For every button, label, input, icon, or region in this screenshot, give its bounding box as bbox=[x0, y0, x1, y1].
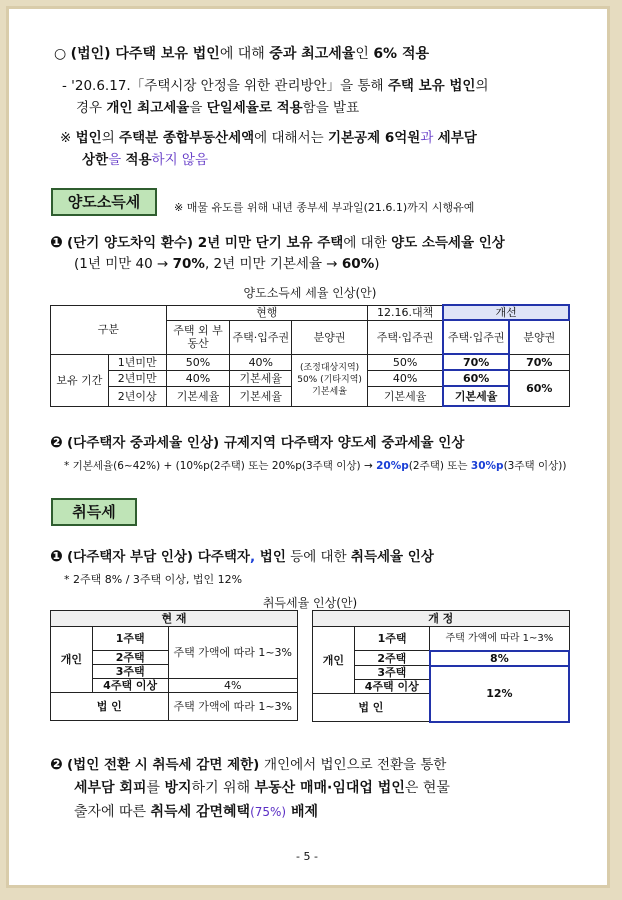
house-cell: 기본세율 bbox=[230, 386, 292, 406]
sec2-item2-f: 하기 위해 bbox=[191, 780, 255, 796]
new-house-cell: 70% bbox=[443, 354, 509, 370]
th-gubun: 구분 bbox=[51, 305, 167, 354]
note-mark: ※ bbox=[60, 130, 72, 146]
th-house-etc: 주택 외 부동산 bbox=[166, 320, 230, 354]
sec2-item1-a: (다주택자 부담 인상) 다주택자 bbox=[67, 549, 250, 565]
intro-dash-line2 bbox=[76, 98, 359, 119]
rate-4: 4% bbox=[168, 679, 298, 693]
table2-caption: 취득세율 인상(안) bbox=[262, 596, 358, 610]
reform-rate-1: 주택 가액에 따라 1~3% bbox=[430, 627, 569, 651]
th-current: 현행 bbox=[166, 305, 367, 320]
house-cell: 40% bbox=[230, 354, 292, 370]
dash2-b: 개인 최고세율 bbox=[106, 100, 190, 116]
sec1-item2-note bbox=[64, 458, 566, 473]
t1216-cell: 40% bbox=[367, 370, 443, 386]
sec2-item1 bbox=[50, 546, 434, 568]
note1-b: 의 bbox=[101, 130, 120, 146]
note2-c: 적용 bbox=[125, 152, 152, 168]
period-cell: 1년미만 bbox=[108, 354, 166, 370]
dash2-a: 경우 bbox=[76, 100, 107, 116]
dash2-d: 단일세율로 적용 bbox=[206, 100, 303, 116]
label-3house: 3주택 bbox=[92, 665, 168, 679]
sec1-item2 bbox=[50, 432, 464, 454]
sec2-item2-e: 방지 bbox=[164, 780, 192, 796]
number-2-icon: ❷ bbox=[50, 755, 63, 773]
sec2-item1-note: * 2주택 8% / 3주택 이상, 법인 12% bbox=[64, 573, 243, 586]
house-cell: 기본세율 bbox=[230, 370, 292, 386]
label-corp: 법 인 bbox=[51, 693, 169, 721]
th-house: 주택·입주권 bbox=[230, 320, 292, 354]
note1-a: 법인 bbox=[75, 130, 102, 146]
th-presale: 분양권 bbox=[292, 320, 368, 354]
sec2-item2-i: 출자에 따른 bbox=[74, 804, 151, 820]
note1-e: 기본공제 6억원 bbox=[327, 130, 421, 146]
th-reform: 개선 bbox=[443, 305, 569, 320]
row-label-holding-period: 보유 기간 bbox=[51, 354, 109, 406]
label-1house: 1주택 bbox=[92, 627, 168, 651]
etc-cell: 50% bbox=[166, 354, 230, 370]
intro-head-e: 6% 적용 bbox=[373, 46, 430, 62]
dash1-b: 주택 보유 법인 bbox=[387, 78, 476, 94]
label-4house: 4주택 이상 bbox=[92, 679, 168, 693]
new-presale-cell-merged: 60% bbox=[509, 370, 569, 406]
th-1216: 12.16.대책 bbox=[367, 305, 443, 320]
period-cell: 2년이상 bbox=[108, 386, 166, 406]
capital-gains-rate-table bbox=[50, 304, 570, 407]
intro-head-d: 인 bbox=[355, 46, 374, 62]
dash1-a: - '20.6.17.「주택시장 안정을 위한 관리방안」을 통해 bbox=[62, 78, 388, 94]
sec2-item2-g: 부동산 매매·임대업 법인 bbox=[254, 780, 405, 796]
intro-head-b: 에 대해 bbox=[219, 46, 270, 62]
corp-rate: 주택 가액에 따라 1~3% bbox=[168, 693, 298, 721]
label-2house: 2주택 bbox=[92, 651, 168, 665]
dash2-c: 을 bbox=[189, 100, 207, 116]
sec2-item2-k: (75%) bbox=[250, 805, 287, 819]
intro-note-line1 bbox=[60, 128, 477, 149]
section-title-acquisition-tax: 취득세 bbox=[51, 498, 137, 526]
sec1-item1-b: 에 대한 bbox=[343, 235, 392, 251]
t1216-cell: 기본세율 bbox=[367, 386, 443, 406]
reform-rate-3: 12% bbox=[430, 666, 569, 722]
sec2-item1-b: , bbox=[249, 549, 260, 565]
intro-dash-line1 bbox=[62, 76, 489, 97]
section1-side-note: ※ 매물 유도를 위해 내년 종부세 부과일(21.6.1)까지 시행유예 bbox=[174, 201, 475, 214]
dash1-c: 의 bbox=[475, 78, 489, 94]
acquisition-tax-current-table bbox=[50, 610, 298, 721]
sec1-item1-c: 양도 소득세율 인상 bbox=[391, 235, 505, 251]
sec1-item1-sub bbox=[74, 254, 380, 275]
table1-caption: 양도소득세 세율 인상(안) bbox=[243, 286, 377, 300]
section-title-capital-gains-tax: 양도소득세 bbox=[51, 188, 157, 216]
sec2-item2-l: 배제 bbox=[286, 804, 319, 820]
th-reform-house: 주택·입주권 bbox=[443, 320, 509, 354]
note-e: (3주택 이상)) bbox=[503, 460, 567, 472]
sec2-item1-c: 법인 bbox=[259, 549, 286, 565]
intro-heading bbox=[54, 44, 429, 65]
label-1house: 1주택 bbox=[354, 627, 430, 651]
circle-bullet: ○ bbox=[54, 46, 67, 62]
th-current: 현 재 bbox=[51, 611, 298, 627]
sec2-item2-a: (법인 전환 시 취득세 감면 제한) bbox=[67, 757, 265, 773]
note1-g: 세부담 bbox=[437, 130, 477, 146]
sub-b: 70% bbox=[172, 256, 205, 272]
note-b: 20%p bbox=[376, 460, 409, 472]
label-3house: 3주택 bbox=[354, 666, 430, 680]
number-2-icon: ❷ bbox=[50, 433, 63, 451]
rate-1-3: 주택 가액에 따라 1~3% bbox=[168, 627, 298, 679]
sec2-item2-c: 세부담 회피 bbox=[74, 780, 147, 796]
dash2-e: 함을 발표 bbox=[302, 100, 360, 116]
sec2-item2-j: 취득세 감면혜택 bbox=[150, 804, 251, 820]
note2-a: 상한 bbox=[82, 152, 109, 168]
sec2-item2-b: 개인에서 법인으로 전환을 통한 bbox=[264, 757, 447, 773]
th-reform: 개 정 bbox=[313, 611, 570, 627]
note-a: * 기본세율(6~42%) + (10%p(2주택) 또는 20%p(3주택 이상) → bbox=[64, 460, 377, 472]
sec1-item2-b: 규제지역 다주택자 양도세 중과세율 인상 bbox=[223, 435, 465, 451]
new-house-cell: 기본세율 bbox=[443, 386, 509, 406]
sec2-item2-h: 은 현물 bbox=[404, 780, 450, 796]
sub-c: , 2년 미만 기본세율 → bbox=[204, 256, 342, 272]
label-personal: 개인 bbox=[51, 627, 93, 693]
label-corp: 법 인 bbox=[313, 694, 430, 722]
intro-head-c: 중과 최고세율 bbox=[269, 46, 356, 62]
reform-rate-2: 8% bbox=[430, 651, 569, 666]
etc-cell: 40% bbox=[166, 370, 230, 386]
note1-f: 과 bbox=[420, 130, 438, 146]
label-2house: 2주택 bbox=[354, 651, 430, 666]
label-personal: 개인 bbox=[313, 627, 355, 694]
t1216-cell: 50% bbox=[367, 354, 443, 370]
sec1-item2-a: (다주택자 중과세율 인상) bbox=[67, 435, 224, 451]
sub-d: 60% bbox=[341, 256, 375, 272]
sec2-item1-d: 등에 대한 bbox=[285, 549, 351, 565]
acquisition-tax-reform-table bbox=[312, 610, 570, 723]
th-1216-house: 주택·입주권 bbox=[367, 320, 443, 354]
sec1-item1 bbox=[50, 232, 505, 254]
sec2-item2-line1 bbox=[50, 754, 446, 776]
page-number: - 5 - bbox=[296, 850, 318, 863]
note1-c: 주택분 종합부동산세액 bbox=[119, 130, 255, 146]
intro-note-line2 bbox=[82, 150, 208, 171]
number-1-icon: ❶ bbox=[50, 547, 63, 565]
sec1-item1-a: (단기 양도차익 환수) 2년 미만 단기 보유 주택 bbox=[67, 235, 344, 251]
new-house-cell: 60% bbox=[443, 370, 509, 386]
label-4house: 4주택 이상 bbox=[354, 680, 430, 694]
intro-head-a: (법인) 다주택 보유 법인 bbox=[70, 46, 220, 62]
note1-d: 에 대해서는 bbox=[254, 130, 328, 146]
note-d: 30%p bbox=[470, 460, 504, 472]
note2-d: 하지 않음 bbox=[151, 152, 208, 168]
note-c: (2주택) 또는 bbox=[408, 460, 471, 472]
sub-a: (1년 미만 40 → bbox=[74, 256, 173, 272]
sec2-item2-line2 bbox=[74, 778, 450, 799]
new-presale-cell: 70% bbox=[509, 354, 569, 370]
period-cell: 2년미만 bbox=[108, 370, 166, 386]
th-reform-presale: 분양권 bbox=[509, 320, 569, 354]
sub-e: ) bbox=[374, 256, 380, 272]
presale-current-cell: (조정대상지역) 50% (기타지역) 기본세율 bbox=[292, 354, 368, 406]
sec2-item2-d: 를 bbox=[146, 780, 165, 796]
number-1-icon: ❶ bbox=[50, 233, 63, 251]
etc-cell: 기본세율 bbox=[166, 386, 230, 406]
document-page bbox=[14, 14, 600, 880]
sec2-item2-line3 bbox=[74, 802, 318, 823]
sec2-item1-e: 취득세율 인상 bbox=[350, 549, 434, 565]
note2-b: 을 bbox=[108, 152, 126, 168]
